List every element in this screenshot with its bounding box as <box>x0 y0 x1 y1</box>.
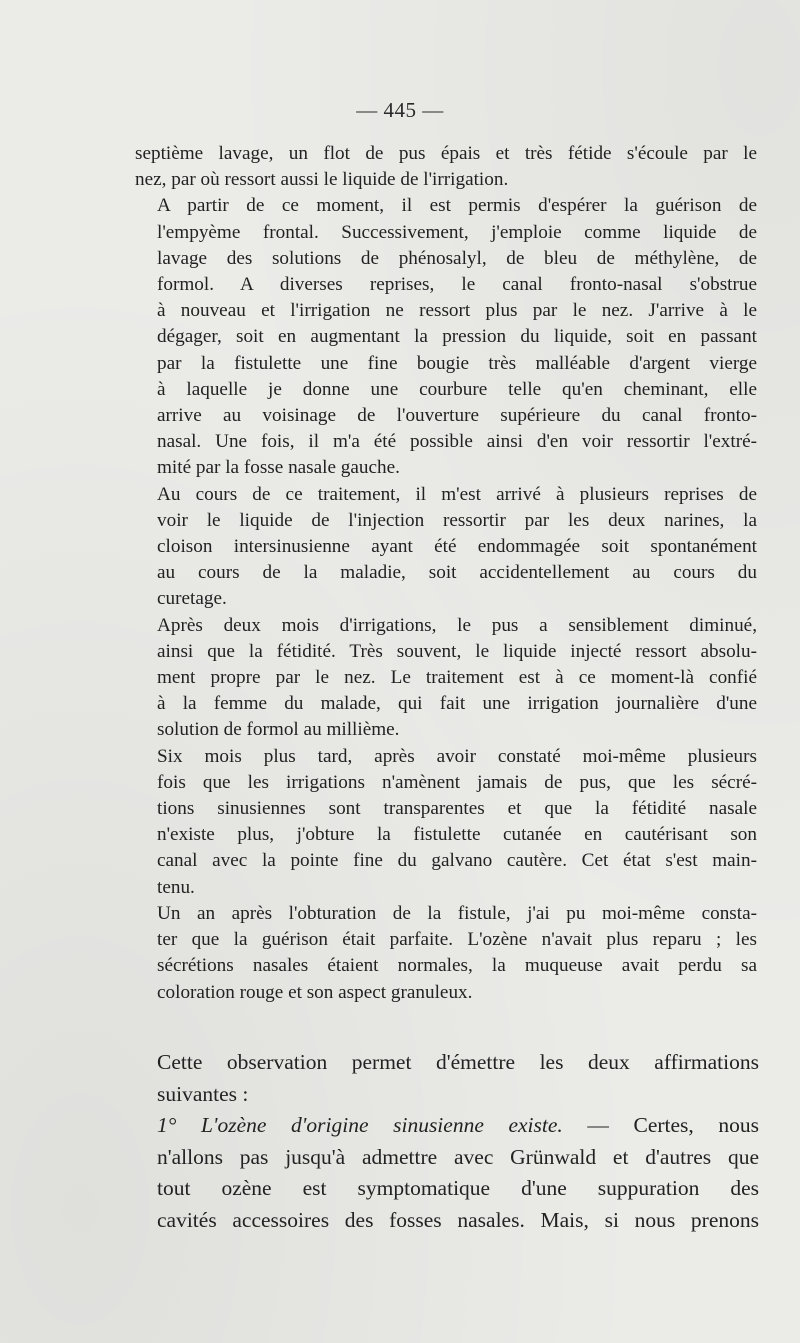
text-fragment: — Certes, nous <box>562 1113 759 1138</box>
text-line: à laquelle je donne une courbure telle qu'en cheminant, elle <box>157 378 757 400</box>
text-line: Six mois plus tard, après avoir constaté moi-même plusieurs <box>157 745 757 767</box>
section-heading-italic: 1° L'ozène d'origine sinusienne existe. <box>157 1113 563 1138</box>
text-line: sécrétions nasales étaient normales, la muqueuse avait perdu sa <box>157 955 757 977</box>
text-line: n'allons pas jusqu'à admettre avec Grünwald et d'autres que <box>157 1144 759 1169</box>
text-line: dégager, soit en augmentant la pression du liquide, soit en passant <box>157 326 757 348</box>
text-line: tenu. <box>157 876 195 898</box>
text-line: nez, par où ressort aussi le liquide de l'irrigation. <box>135 169 509 191</box>
text-line: Cette observation permet d'émettre les deux affirmations <box>157 1050 759 1074</box>
paragraph <box>135 1110 759 1236</box>
text-line: mité par la fosse nasale gauche. <box>157 457 400 479</box>
text-line: à nouveau et l'irrigation ne ressort plus par le nez. J'arrive à le <box>157 300 757 322</box>
text-line: A partir de ce moment, il est permis d'espérer la guérison de <box>157 195 757 217</box>
text-line: fois que les irrigations n'amènent jamais de pus, que les sécré- <box>157 771 757 793</box>
paragraph <box>135 901 757 1006</box>
paragraph <box>135 613 757 744</box>
paragraph <box>135 1047 759 1110</box>
text-line: à la femme du malade, qui fait une irrigation journalière d'une <box>157 693 757 715</box>
paragraph <box>135 744 757 901</box>
text-line: canal avec la pointe fine du galvano cautère. Cet état s'est main- <box>157 850 757 872</box>
observation-text <box>135 141 757 1006</box>
text-line: formol. A diverses reprises, le canal fronto-nasal s'obstrue <box>157 274 757 296</box>
text-line: ter que la guérison était parfaite. L'ozène n'avait plus reparu ; les <box>157 929 757 951</box>
paragraph <box>135 193 757 481</box>
paragraph <box>135 141 757 193</box>
text-line: Au cours de ce traitement, il m'est arrivé à plusieurs reprises de <box>157 483 757 505</box>
text-line: par la fistulette une fine bougie très malléable d'argent vierge <box>157 352 757 374</box>
text-line: septième lavage, un flot de pus épais et très fétide s'écoule par le <box>135 143 757 164</box>
conclusion-text <box>135 1047 759 1237</box>
paragraph <box>135 482 757 613</box>
text-line: lavage des solutions de phénosalyl, de bleu de méthylène, de <box>157 247 757 269</box>
text-line: tions sinusiennes sont transparentes et que la fétidité nasale <box>157 798 757 820</box>
text-line: solution de formol au millième. <box>157 719 400 741</box>
text-line: suivantes : <box>157 1081 249 1106</box>
text-line: voir le liquide de l'injection ressortir par les deux narines, la <box>157 509 757 531</box>
text-line: coloration rouge et son aspect granuleux. <box>157 981 473 1003</box>
text-line: au cours de la maladie, soit accidentellement au cours du <box>157 562 757 584</box>
text-line: ainsi que la fétidité. Très souvent, le liquide injecté ressort absolu- <box>157 640 757 662</box>
text-line: arrive au voisinage de l'ouverture supérieure du canal fronto- <box>157 405 757 427</box>
text-line: nasal. Une fois, il m'a été possible ainsi d'en voir ressortir l'extré- <box>157 431 757 453</box>
text-line: Après deux mois d'irrigations, le pus a sensiblement diminué, <box>157 614 757 636</box>
text-line: tout ozène est symptomatique d'une suppuration des <box>157 1176 759 1201</box>
page-number: — 445 — <box>356 98 444 122</box>
text-line: cloison intersinusienne ayant été endommagée soit spontanément <box>157 536 757 558</box>
text-line: n'existe plus, j'obture la fistulette cutanée en cautérisant son <box>157 824 757 846</box>
text-line: cavités accessoires des fosses nasales. Mais, si nous prenons <box>157 1207 759 1232</box>
text-line: l'empyème frontal. Successivement, j'emploie comme liquide de <box>157 221 757 243</box>
text-line <box>135 1110 759 1142</box>
text-line: curetage. <box>157 588 227 610</box>
text-line: Un an après l'obturation de la fistule, j'ai pu moi-même consta- <box>157 902 757 924</box>
text-line: ment propre par le nez. Le traitement est à ce moment-là confié <box>157 667 757 689</box>
